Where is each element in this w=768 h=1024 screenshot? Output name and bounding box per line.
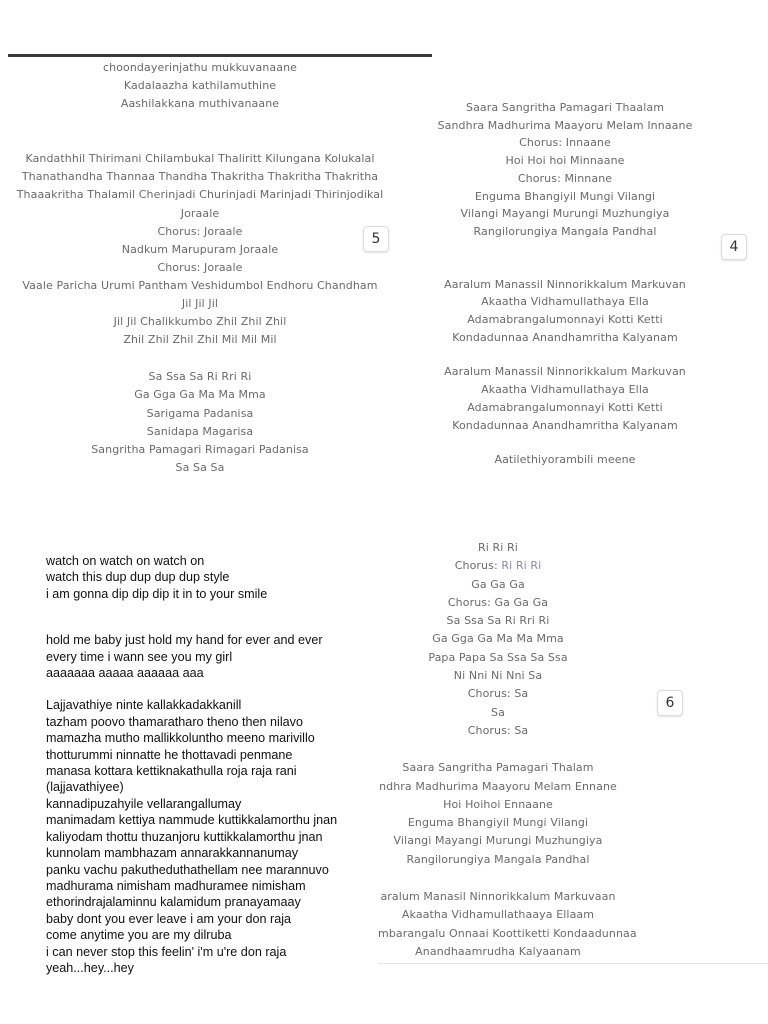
verse-gap: [46, 618, 337, 632]
lyric-line: kaliyodam thottu thuzanjoru kuttikkalamorthu jnan: [46, 829, 323, 844]
lyric-line: Akaatha Vidhamullathaya Ella: [481, 383, 649, 397]
lyric-line: Ri Ri Ri: [478, 541, 518, 554]
lyric-line: hold me baby just hold my hand for ever and ever: [46, 633, 323, 648]
lyric-line: Ga Gga Ga Ma Ma Mma: [432, 632, 564, 646]
lyric-line: Ni Nni Ni Nni Sa: [453, 669, 543, 683]
lyric-line: Enguma Bhangiyil Mungi Vilangi: [407, 816, 589, 830]
lyric-line: every time i wann see you my girl: [46, 649, 233, 664]
lyric-line: Saara Sangritha Pamagari Thalam: [402, 761, 594, 775]
lyric-line: Sanidapa Magarisa: [146, 424, 254, 438]
lyric-line: Chorus: Sa: [467, 723, 529, 737]
lyric-line: choondayerinjathu mukkuvanaane: [102, 61, 298, 74]
lyric-line: Papa Papa Sa Ssa Sa Ssa: [428, 650, 568, 664]
lyric-line: i am gonna dip dip dip it in to your smile: [46, 586, 268, 601]
lyric-line: panku vachu pakutheduthathellam nee marannuvo: [46, 862, 329, 877]
lyric-line: (lajjavathiyee): [46, 780, 124, 795]
lyric-line: Sarigama Padanisa: [146, 406, 254, 420]
lyric-line: Chorus: Sa: [467, 687, 529, 701]
lyric-line: Vaale Paricha Urumi Pantham Veshidumbol Endhoru Chandham: [22, 278, 378, 292]
lyric-line: Kondadunnaa Anandhamritha Kalyanam: [452, 418, 678, 432]
chorus-highlight: Ri Ri Ri: [501, 559, 542, 573]
lyric-line: Vilangi Mayangi Murungi Muzhungiya: [393, 834, 603, 848]
lyric-line: ethorindrajalaminnu kalamidum pranayamaay: [46, 895, 301, 910]
verse-gap: [378, 740, 618, 759]
lyric-line: mamazha mutho mallikkoluntho meeno marivillo: [46, 731, 315, 746]
lyric-line: yeah...hey...hey: [46, 960, 134, 975]
lyric-line: kunnolam mambhazam annarakkannanumay: [46, 846, 299, 861]
lyric-line: Jil Jil Chalikkumbo Zhil Zhil Zhil: [113, 315, 287, 329]
lyric-line: watch on watch on watch on: [46, 554, 205, 568]
lyric-line: Aaralum Manassil Ninnorikkalum Markuvan: [444, 365, 686, 379]
top-divider: [8, 54, 432, 57]
lyric-line: kannadipuzahyile vellarangallumay: [46, 796, 242, 811]
verse-gap: [0, 113, 400, 150]
verse-gap: [430, 346, 700, 363]
lyric-line: Chorus: Minnane: [517, 171, 613, 185]
lyric-line: Chorus: Joraale: [157, 260, 243, 274]
verse-gap: [430, 434, 700, 451]
lyric-line: Ga Gga Ga Ma Ma Mma: [134, 388, 266, 402]
verse-gap: [378, 869, 618, 888]
lyric-line: Sa: [491, 705, 505, 719]
verse-gap: [0, 349, 400, 368]
lyric-line: madhurama nimisham madhuramee nimisham: [46, 878, 306, 893]
verse-gap: [46, 602, 337, 618]
lyric-line: Sa Ssa Sa Ri Rri Ri: [148, 370, 252, 384]
lyric-line: Hoi Hoihoi Ennaane: [443, 797, 553, 811]
verse-gap: [46, 681, 337, 697]
lyric-line: Chorus: Innaane: [519, 136, 611, 150]
lyric-line: Rangilorungiya Mangala Pandhal: [473, 224, 657, 238]
lyric-line: Aatilethiyorambili meene: [494, 453, 636, 467]
lyric-line: i can never stop this feelin' i'm u're don raja: [46, 944, 287, 959]
page-6-lyrics: [378, 539, 637, 961]
lyric-line: Hoi Hoi hoi Minnaane: [505, 154, 625, 168]
lyric-line: Chorus: Joraale: [157, 224, 243, 238]
lyric-line: manasa kottara kettiknakathulla roja raja rani: [46, 764, 297, 779]
lyric-line: Adamabrangalumonnayi Kotti Ketti: [467, 400, 663, 414]
lyric-line: Chorus: Ga Ga Ga: [447, 595, 549, 609]
song-lyrics: [46, 553, 337, 976]
chorus-label: Chorus:: [454, 559, 498, 573]
lyric-line: Vilangi Mayangi Murungi Muzhungiya: [460, 207, 670, 221]
song-lyrics-page: [44, 553, 374, 977]
lyric-line: Aashilakkana muthivanaane: [120, 97, 280, 111]
lyric-line: Enguma Bhangiyil Mungi Vilangi: [474, 189, 656, 203]
lyric-line: Sa Sa Sa: [175, 460, 225, 474]
lyrics-page-6: [378, 539, 768, 964]
lyric-line: Sa Ssa Sa Ri Rri Ri: [446, 614, 550, 628]
lyric-line: Adamabrangalumonnayi Kotti Ketti: [467, 313, 663, 327]
lyric-line: aaaaaaa aaaaa aaaaaa aaa: [46, 666, 204, 681]
lyric-line: Jil Jil Jil: [181, 297, 219, 311]
lyric-line: aralum Manasil Ninnorikkalum Markuvaan: [380, 890, 616, 904]
lyric-line: Akaatha Vidhamullathaya Ella: [481, 295, 649, 309]
lyric-line: Thaaakritha Thalamil Cherinjadi Churinjadi Marinjadi Thirinjodikal: [16, 188, 384, 202]
lyric-line: Ga Ga Ga: [471, 577, 525, 591]
lyric-line: come anytime you are my dilruba: [46, 928, 232, 943]
page-number-badge: 5: [363, 226, 389, 252]
page-number-badge: 6: [657, 690, 683, 716]
lyric-line: Lajjavathiye ninte kallakkadakkanill: [46, 698, 242, 713]
lyric-line: thotturummi ninnatte he thottavadi penmane: [46, 747, 293, 762]
page-4-lyrics: [430, 99, 700, 469]
lyric-line: Kandathhil Thirimani Chilambukal Thaliritt Kilungana Kolukalal: [25, 152, 375, 166]
verse-gap: [430, 241, 700, 276]
lyric-line: Thanathandha Thannaa Thandha Thakritha Thakritha Thakritha: [21, 170, 379, 184]
page-5-lyrics: [0, 59, 400, 477]
lyric-line: Joraale: [180, 206, 220, 220]
lyric-line: Kadalaazha kathilamuthine: [123, 79, 277, 93]
lyric-line chorus-line: [378, 557, 618, 575]
lyric-line: Zhil Zhil Zhil Zhil Mil Mil Mil: [123, 333, 277, 347]
page-number-badge: 4: [721, 234, 747, 260]
lyric-line: watch this dup dup dup dup style: [46, 570, 230, 585]
lyric-line: baby dont you ever leave i am your don raja: [46, 911, 292, 926]
lyric-line: Aaralum Manassil Ninnorikkalum Markuvan: [444, 277, 686, 291]
page-bottom-border: [378, 963, 768, 964]
lyric-line: mbarangalu Onnaai Koottiketti Kondaadunnaa: [378, 926, 637, 940]
lyric-line: Akaatha Vidhamullathaaya Ellaam: [401, 908, 595, 922]
lyric-line: Sangritha Pamagari Rimagari Padanisa: [91, 442, 309, 456]
lyric-line: Saara Sangritha Pamagari Thaalam: [465, 101, 665, 114]
lyric-line: Rangilorungiya Mangala Pandhal: [406, 852, 590, 866]
lyric-line: ndhra Madhurima Maayoru Melam Ennane: [379, 779, 617, 793]
lyric-line: Anandhaamrudha Kalyaanam: [415, 944, 581, 958]
lyric-line: tazham poovo thamaratharo theno then nilavo: [46, 714, 303, 729]
lyric-line: Kondadunnaa Anandhamritha Kalyanam: [452, 330, 678, 344]
lyric-line: Sandhra Madhurima Maayoru Melam Innaane: [437, 118, 693, 132]
lyric-line: Nadkum Marupuram Joraale: [121, 242, 279, 256]
lyric-line: manimadam kettiya nammude kuttikkalamorthu jnan: [46, 813, 338, 828]
